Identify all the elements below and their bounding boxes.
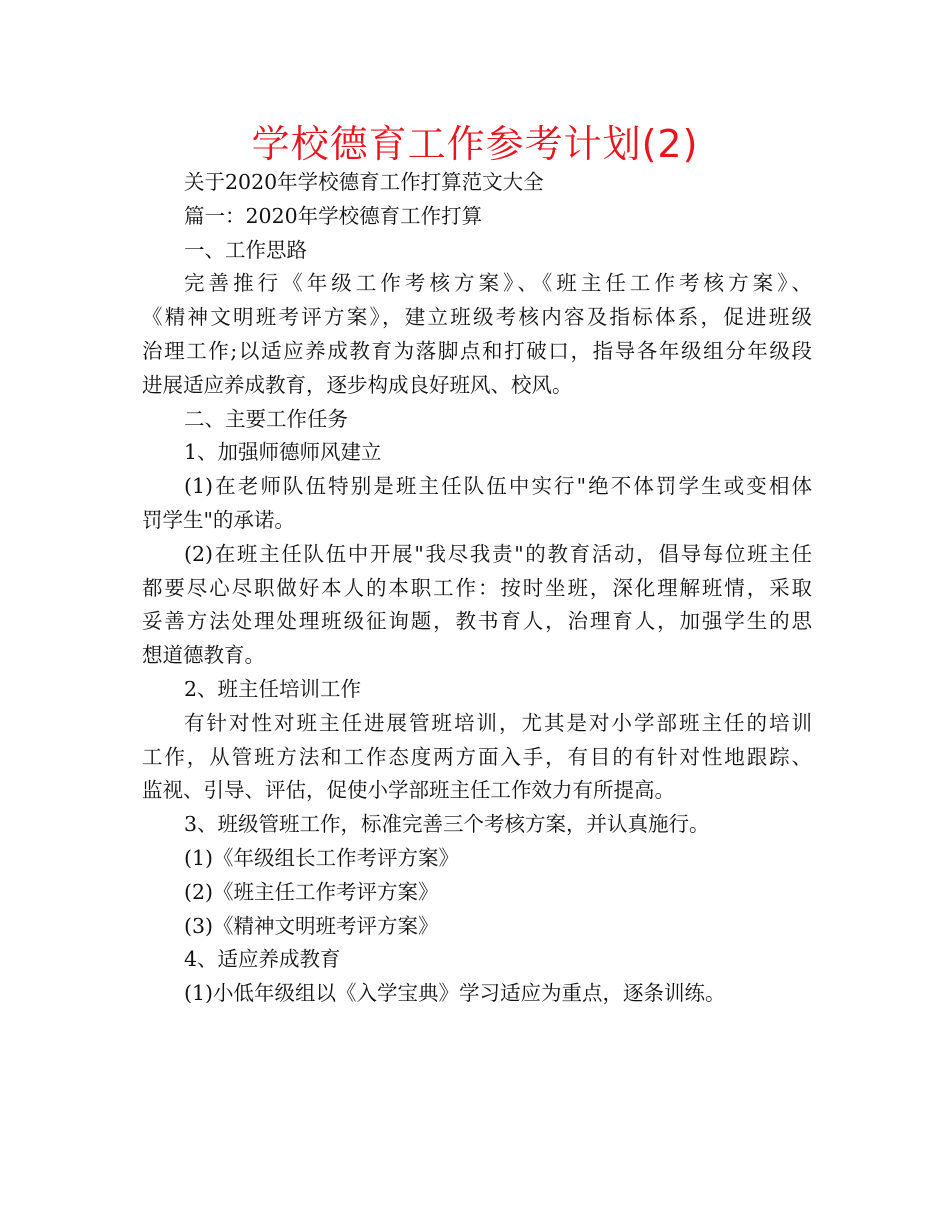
text-line: 都要尽心尽职做好本人的本职工作：按时坐班，深化理解班情，采取 bbox=[142, 575, 812, 600]
text-line: (1)《年级组长工作考评方案》 bbox=[184, 845, 460, 870]
text-line: 一、工作思路 bbox=[184, 237, 307, 262]
text-line: (1)在老师队伍特别是班主任队伍中实行"绝不体罚学生或变相体 bbox=[184, 474, 812, 499]
text-line: 工作，从管班方法和工作态度两方面入手，有目的有针对性地跟踪、 bbox=[142, 744, 812, 769]
text-line: 2、班主任培训工作 bbox=[184, 676, 362, 701]
text-line: (1)小低年级组以《入学宝典》学习适应为重点，逐条训练。 bbox=[184, 981, 726, 1006]
text-line: 4、适应养成教育 bbox=[184, 947, 341, 972]
text-line: 《精神文明班考评方案》，建立班级考核内容及指标体系，促进班级 bbox=[142, 305, 812, 330]
document-title: 学校德育工作参考计划(2) bbox=[251, 122, 699, 166]
text-line: 关于2020年学校德育工作打算范文大全 bbox=[184, 170, 544, 194]
text-line: 二、主要工作任务 bbox=[184, 406, 348, 431]
text-line: 进展适应养成教育，逐步构成良好班风、校风。 bbox=[142, 372, 573, 397]
text-line: (2)在班主任队伍中开展"我尽我责"的教育活动，倡导每位班主任 bbox=[184, 541, 812, 566]
text-line: (3)《精神文明班考评方案》 bbox=[184, 913, 439, 938]
text-line: 监视、引导、评估，促使小学部班主任工作效力有所提高。 bbox=[142, 778, 675, 803]
text-line: 3、班级管班工作，标准完善三个考核方案，并认真施行。 bbox=[184, 812, 710, 837]
text-line: 完善推行《年级工作考核方案》、《班主任工作考核方案》、 bbox=[184, 271, 812, 296]
text-line: (2)《班主任工作考评方案》 bbox=[184, 879, 439, 904]
text-line: 妥善方法处理处理班级征询题，教书育人，治理育人，加强学生的思 bbox=[142, 609, 812, 634]
text-line: 篇一：2020年学校德育工作打算 bbox=[184, 203, 483, 228]
text-line: 治理工作;以适应养成教育为落脚点和打破口，指导各年级组分年级段 bbox=[142, 338, 812, 363]
text-line: 罚学生"的承诺。 bbox=[142, 507, 295, 532]
document-body bbox=[142, 166, 812, 1011]
text-line: 1、加强师德师风建立 bbox=[184, 440, 382, 465]
text-line: 有针对性对班主任进展管班培训，尤其是对小学部班主任的培训 bbox=[184, 710, 812, 735]
text-line: 想道德教育。 bbox=[142, 643, 265, 668]
